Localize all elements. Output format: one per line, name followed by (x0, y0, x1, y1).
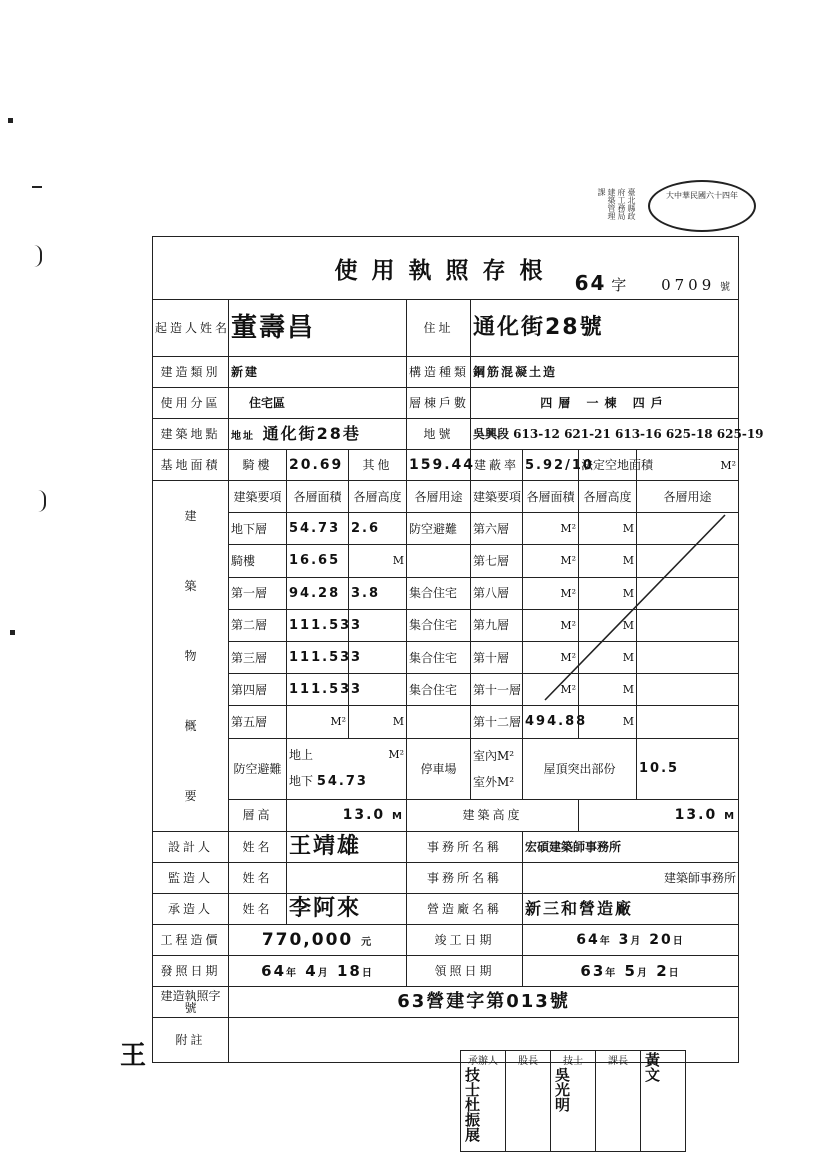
floor-height: 3.8 (349, 577, 407, 609)
day-unit: 日 (672, 936, 685, 947)
owner-label: 起造人姓名 (153, 300, 229, 357)
floor-use: 集合住宅 (407, 674, 471, 706)
floor-label: 第七層 (471, 545, 523, 577)
floor-label: 第十一層 (471, 674, 523, 706)
floor-label: 第八層 (471, 577, 523, 609)
site-sub-label: 地址 (231, 431, 255, 442)
floor-area: 111.53 (287, 641, 349, 673)
done-year: 64 (576, 932, 600, 948)
unit: M (622, 715, 634, 729)
structure-value: 鋼筋混凝土造 (471, 357, 739, 388)
side-char: 物 (184, 649, 197, 663)
shelter-label: 防空避難 (229, 738, 287, 799)
floor-label: 第六層 (471, 513, 523, 545)
cost-unit: 元 (361, 936, 374, 948)
floor-label: 第三層 (229, 641, 287, 673)
site-address: 通化街28巷 (262, 424, 361, 443)
units-value: 四戶 (632, 396, 669, 410)
bheight-label: 建築高度 (407, 799, 579, 831)
unit: M (622, 618, 634, 632)
floor-label: 第五層 (229, 706, 287, 738)
strike-line (545, 515, 725, 700)
total-area: 494.88 (523, 706, 579, 738)
unit: M (622, 683, 634, 697)
unit: M² (560, 586, 576, 600)
floor-label: 第十二層 (471, 706, 523, 738)
permit-char: 字 (611, 276, 627, 294)
roof-label: 屋頂突出部份 (523, 738, 637, 799)
signoff-signature: 黃文 (643, 1052, 661, 1082)
signoff-signature: 技士杜振展 (463, 1067, 481, 1142)
floor-height: 3 (349, 641, 407, 673)
done-date-label: 竣工日期 (407, 925, 523, 956)
bheight-value: 13.0 (674, 807, 718, 824)
side-char: 要 (184, 789, 197, 803)
scan-mark (38, 490, 46, 512)
floor-label: 第十層 (471, 641, 523, 673)
other-label: 其他 (349, 450, 407, 481)
cost-value: 770,000 (261, 929, 354, 950)
side-char: 築 (184, 579, 197, 593)
floor-area: 94.28 (287, 577, 349, 609)
parking-label: 停車場 (407, 738, 471, 799)
supervisor-label: 監造人 (153, 863, 229, 894)
lot-label: 地號 (407, 419, 471, 450)
zone-label: 使用分區 (153, 388, 229, 419)
strike-lines (540, 510, 740, 710)
zone-value: 住宅區 (229, 388, 407, 419)
office-label: 事務所名稱 (407, 832, 523, 863)
supervisor-name (287, 863, 407, 894)
floor-label: 第二層 (229, 609, 287, 641)
unit: M (622, 586, 634, 600)
receive-year: 63 (580, 961, 606, 980)
contractor-name: 李阿來 (287, 894, 407, 925)
issue-date-label: 發照日期 (153, 956, 229, 987)
issue-year: 64 (261, 961, 287, 980)
unit: M (622, 554, 634, 568)
shelter-below-label: 地下 (289, 774, 314, 789)
day-unit: 日 (361, 967, 374, 979)
factory-name: 新三和營造廠 (523, 894, 739, 925)
floor-height: 3 (349, 609, 407, 641)
col-height-header: 各層高度 (349, 481, 407, 513)
floor-label: 第九層 (471, 609, 523, 641)
permit-no-label: 建造執照字號 (153, 987, 229, 1018)
done-month: 3 (618, 932, 631, 948)
floor-label: 騎樓 (229, 545, 287, 577)
signoff-signature: 吳光明 (553, 1067, 571, 1112)
unit: M² (330, 715, 346, 729)
unit: M (724, 811, 737, 823)
floor-area: 16.65 (287, 545, 349, 577)
receive-date-label: 領照日期 (407, 956, 523, 987)
arcade-label: 騎樓 (229, 450, 287, 481)
designer-label: 設計人 (153, 832, 229, 863)
contractor-label: 承造人 (153, 894, 229, 925)
shelter-below-value: 54.73 (316, 774, 368, 790)
unit: M (392, 715, 404, 729)
coverage-value: 5.92/10 (523, 450, 579, 481)
category-label: 建造類別 (153, 357, 229, 388)
name-label: 姓名 (229, 832, 287, 863)
unit: M (392, 554, 404, 568)
issue-month: 4 (305, 961, 318, 980)
title-cell (153, 237, 739, 300)
permit-suffix: 號 (720, 282, 731, 293)
floor-label: 第一層 (229, 577, 287, 609)
supervisor-office: 建築師事務所 (523, 863, 739, 894)
unit: M (622, 522, 634, 536)
category-value: 新建 (229, 357, 407, 388)
year-unit: 年 (599, 936, 612, 947)
unit: M² (560, 522, 576, 536)
receive-day: 2 (656, 961, 669, 980)
floor-area: 111.53 (287, 674, 349, 706)
scan-mark (10, 630, 15, 635)
permit-number (575, 273, 730, 293)
unit: M² (560, 618, 576, 632)
setback-unit: M² (720, 458, 737, 472)
structure-label: 構造種類 (407, 357, 471, 388)
signoff-col: 技士 (563, 1056, 583, 1067)
done-day: 20 (649, 932, 673, 948)
unit: M (392, 811, 404, 823)
unit: M (622, 651, 634, 665)
col-item-header-right: 建築要項 (471, 481, 523, 513)
day-unit: 日 (668, 967, 681, 979)
form-title: 使用執照存根 (334, 256, 557, 284)
signoff-table (460, 1050, 686, 1152)
side-char: 建 (184, 509, 197, 523)
floor-area: 111.53 (287, 609, 349, 641)
col-item-header: 建築要項 (229, 481, 287, 513)
floor-use: 集合住宅 (407, 577, 471, 609)
coverage-label: 建蔽率 (471, 450, 523, 481)
month-unit: 月 (630, 936, 643, 947)
designer-name: 王靖雄 (287, 832, 407, 863)
floor-use: 集合住宅 (407, 609, 471, 641)
site-label: 建築地點 (153, 419, 229, 450)
scan-mark (34, 245, 42, 267)
month-unit: 月 (636, 967, 649, 979)
signoff-col: 課長 (608, 1056, 628, 1067)
overview-side-label (153, 481, 229, 832)
buildings-value: 一棟 (586, 396, 623, 410)
col-use-header: 各層用途 (407, 481, 471, 513)
office-label: 事務所名稱 (407, 863, 523, 894)
signoff-col: 股長 (518, 1056, 538, 1067)
scan-mark (8, 118, 13, 123)
address-label: 住址 (407, 300, 471, 357)
col-height-header-right: 各層高度 (579, 481, 637, 513)
arcade-value: 20.69 (289, 457, 344, 473)
unit: M² (560, 554, 576, 568)
floor-area: 54.73 (287, 513, 349, 545)
owner-address: 通化街28號 (471, 300, 739, 357)
permit-no: 0709 (661, 276, 716, 294)
shelter-above-label: 地上 (289, 748, 314, 763)
unit: M² (388, 748, 404, 762)
floors-label: 層棟戶數 (407, 388, 471, 419)
storey-label: 層高 (229, 799, 287, 831)
scan-mark (32, 186, 42, 188)
floor-height: 2.6 (349, 513, 407, 545)
designer-office: 宏碩建築師事務所 (523, 832, 739, 863)
stamp-text-left: 臺北縣政府工務局建築管理課 (597, 188, 636, 220)
name-label: 姓名 (229, 863, 287, 894)
storey-value: 13.0 (342, 807, 386, 824)
unit: M² (560, 651, 576, 665)
office-seal-text: 大中華民國六十四年 (666, 191, 738, 200)
other-value: 159.44 (409, 457, 476, 473)
col-use-header-right: 各層用途 (637, 481, 739, 513)
floor-use: 集合住宅 (407, 641, 471, 673)
floor-label: 第四層 (229, 674, 287, 706)
signoff-col: 承辦人 (468, 1056, 498, 1067)
parking-outdoor: 室外M² (473, 774, 515, 789)
year-unit: 年 (286, 967, 299, 979)
receive-month: 5 (624, 961, 637, 980)
col-area-header-right: 各層面積 (523, 481, 579, 513)
floor-use: 防空避難 (407, 513, 471, 545)
year-unit: 年 (605, 967, 618, 979)
side-char: 概 (184, 719, 197, 733)
parking-indoor: 室內M² (473, 748, 515, 763)
name-label: 姓名 (229, 894, 287, 925)
setback-label: 法定空地面積 (579, 450, 637, 481)
floors-value: 四層 (540, 396, 577, 410)
office-seal (648, 180, 756, 232)
floor-height: 3 (349, 674, 407, 706)
unit: M² (560, 683, 576, 697)
month-unit: 月 (317, 967, 330, 979)
margin-mark: 王 (120, 1041, 147, 1071)
roof-value: 10.5 (637, 738, 739, 799)
floor-label: 地下層 (229, 513, 287, 545)
remarks-label: 附註 (153, 1018, 229, 1063)
owner-name: 董壽昌 (229, 300, 407, 357)
issue-day: 18 (336, 961, 362, 980)
permit-year: 64 (574, 271, 607, 295)
permit-no-value: 63營建字第013號 (229, 987, 739, 1018)
cost-label: 工程造價 (153, 925, 229, 956)
lot-value: 吳興段 613-12 621-21 613-16 625-18 625-19 (471, 419, 739, 450)
col-area-header: 各層面積 (287, 481, 349, 513)
factory-label: 營造廠名稱 (407, 894, 523, 925)
area-label: 基地面積 (153, 450, 229, 481)
